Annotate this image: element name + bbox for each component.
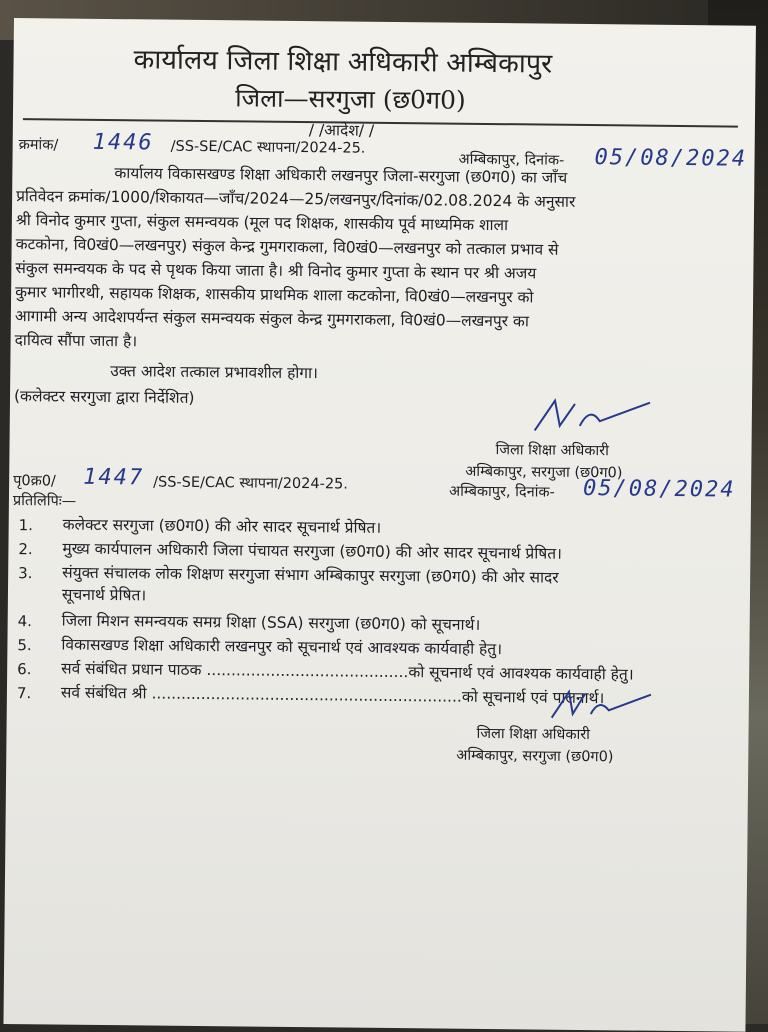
copy-label: प्रतिलिपिः— [12, 493, 77, 510]
body-line-1: कार्यालय विकासखण्ड शिक्षा अधिकारी लखनपुर जिला-सरगुजा (छ0ग0) का जाँच [114, 164, 568, 187]
order-document [3, 18, 755, 1032]
ref-suffix: /SS-SE/CAC स्थापना/2024-25. [170, 138, 366, 157]
body-line-2: प्रतिवेदन क्रमांक/1000/शिकायत—जाँच/2024—25/लखनपुर/दिनांक/02.08.2024 के अनुसार [16, 187, 576, 211]
signatory-place: अम्बिकापुर, सरगुजा (छ0ग0) [456, 747, 614, 766]
endorsement-number-handwritten: 1447 [83, 464, 145, 491]
body-line-8: दायित्व सौंपा जाता है। [14, 331, 138, 351]
endorsement-label: पृ0क्र0/ [13, 473, 56, 490]
copy-number: 2. [18, 540, 33, 559]
copy-item: सर्व संबंधित प्रधान पाठक .........................................को सूचनार्थ एवं आवश्यक कार्यवाही हेतु। [61, 659, 634, 684]
place-date-label: अम्बिकापुर, दिनांक- [458, 151, 565, 169]
copy-number: 6. [17, 660, 32, 679]
copy-number: 4. [17, 612, 33, 631]
ref-number-handwritten: 1446 [92, 129, 154, 156]
endorsement-place-date-label: अम्बिकापुर, दिनांक- [448, 483, 555, 501]
date-handwritten: 05/08/2024 [594, 145, 748, 172]
copy-item: मुख्य कार्यपालन अधिकारी जिला पंचायत सरगुजा (छ0ग0) की ओर सादर सूचनार्थ प्रेषित। [62, 539, 563, 563]
signatory-title: जिला शिक्षा अधिकारी [495, 442, 610, 460]
copy-number: 3. [18, 564, 33, 583]
copy-item: विकासखण्ड शिक्षा अधिकारी लखनपुर को सूचनार्थ एवं आवश्यक कार्यवाही हेतु। [61, 635, 503, 659]
signatory-title: जिला शिक्षा अधिकारी [476, 725, 591, 744]
copy-number: 5. [17, 636, 32, 655]
copy-item: कलेक्टर सरगुजा (छ0ग0) की ओर सादर सूचनार्थ प्रेषित। [62, 515, 382, 537]
body-line-5: संकुल समन्वयक के पद से पृथक किया जाता है। श्री विनोद कुमार गुप्ता के स्थान पर श्री अजय [15, 259, 537, 283]
ref-label: क्रमांक/ [18, 137, 59, 154]
endorsement-date-handwritten: 05/08/2024 [582, 475, 736, 503]
body-line-6: कुमार भागीरथी, सहायक शिक्षक, शासकीय प्राथमिक शाला कटकोना, वि0खं0—लखनपुर को [15, 283, 534, 307]
body-line-7: आगामी अन्य आदेशपर्यन्त संकुल समन्वयक संकुल केन्द्र गुमगराकला, वि0खं0—लखनपुर का [14, 307, 529, 331]
copy-number: 1. [18, 516, 34, 535]
copy-item-continued: सूचनार्थ प्रेषित। [61, 585, 147, 605]
body-line-3: श्री विनोद कुमार गुप्ता, संकुल समन्वयक (मूल पद शिक्षक, शासकीय पूर्व माध्यमिक शाला [15, 211, 509, 235]
body-line-4: कटकोना, वि0खं0—लखनपुर) संकुल केन्द्र गुमगराकला, वि0खं0—लखनपुर को तत्काल प्रभाव से [15, 235, 559, 259]
copy-item: सर्व संबंधित श्री ...............................................................को सूचनार्थ एवं पालनार्थ। [60, 683, 605, 708]
header-rule [23, 118, 738, 127]
endorsement-suffix: /SS-SE/CAC स्थापना/2024-25. [153, 474, 349, 493]
copy-number: 7. [16, 684, 32, 703]
district-line: जिला—सरगुजा (छ0ग0) [235, 83, 466, 115]
office-title: कार्यालय जिला शिक्षा अधिकारी अम्बिकापुर [133, 44, 553, 80]
copy-item: संयुक्त संचालक लोक शिक्षण सरगुजा संभाग अम्बिकापुर सरगुजा (छ0ग0) की ओर सादर [62, 563, 559, 587]
copy-item: जिला मिशन समन्वयक समग्र शिक्षा (SSA) सरगुजा (छ0ग0) को सूचनार्थ। [61, 611, 481, 634]
effect-line: उक्त आदेश तत्काल प्रभावशील होगा। [110, 362, 319, 383]
order-heading: / /आदेश/ / [308, 121, 375, 140]
collector-line: (कलेक्टर सरगुजा द्वारा निर्देशित) [13, 387, 195, 407]
signatory-place: अम्बिकापुर, सरगुजा (छ0ग0) [465, 463, 623, 482]
